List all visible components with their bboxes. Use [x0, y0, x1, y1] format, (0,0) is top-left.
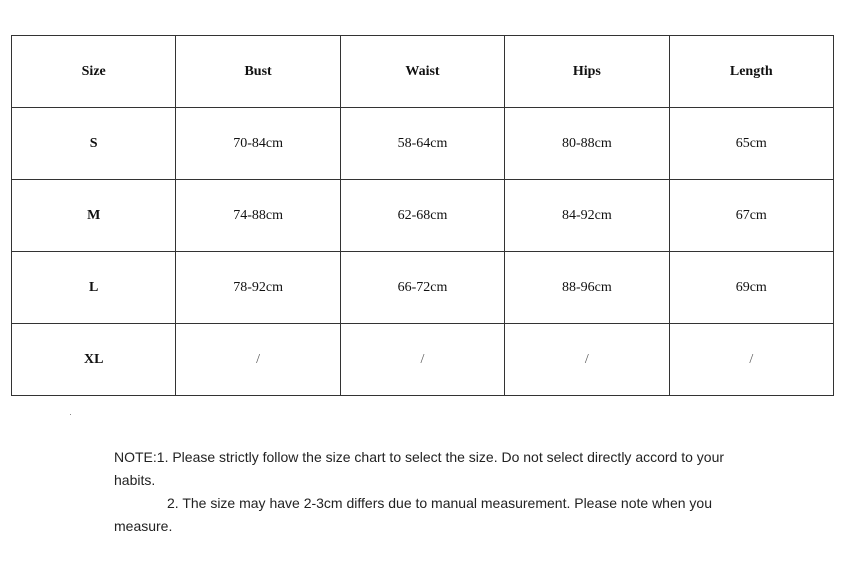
stray-dot: [70, 414, 71, 415]
note-1: NOTE:1. Please strictly follow the size chart to select the size. Do not select directly accord to your habits.: [114, 449, 725, 488]
length-value: 67cm: [669, 180, 833, 252]
table-row: [12, 108, 834, 180]
header-waist: Waist: [340, 36, 504, 108]
waist-value: 62-68cm: [340, 180, 504, 252]
size-label: L: [12, 252, 176, 324]
bust-value: /: [176, 324, 340, 396]
size-label: S: [12, 108, 176, 180]
note-2: 2. The size may have 2-3cm differs due to manual measurement. Please note when you measure.: [114, 495, 713, 534]
bust-value: 78-92cm: [176, 252, 340, 324]
length-value: /: [669, 324, 833, 396]
size-label: M: [12, 180, 176, 252]
header-length: Length: [669, 36, 833, 108]
hips-value: /: [505, 324, 669, 396]
table-row: [12, 252, 834, 324]
header-bust: Bust: [176, 36, 340, 108]
size-label: XL: [12, 324, 176, 396]
hips-value: 84-92cm: [505, 180, 669, 252]
bust-value: 70-84cm: [176, 108, 340, 180]
size-chart-table: [11, 35, 834, 396]
hips-value: 88-96cm: [505, 252, 669, 324]
size-notes: [114, 446, 734, 538]
hips-value: 80-88cm: [505, 108, 669, 180]
bust-value: 74-88cm: [176, 180, 340, 252]
waist-value: /: [340, 324, 504, 396]
table-header-row: [12, 36, 834, 108]
length-value: 65cm: [669, 108, 833, 180]
header-hips: Hips: [505, 36, 669, 108]
length-value: 69cm: [669, 252, 833, 324]
header-size: Size: [12, 36, 176, 108]
waist-value: 58-64cm: [340, 108, 504, 180]
waist-value: 66-72cm: [340, 252, 504, 324]
table-row: [12, 324, 834, 396]
table-row: [12, 180, 834, 252]
